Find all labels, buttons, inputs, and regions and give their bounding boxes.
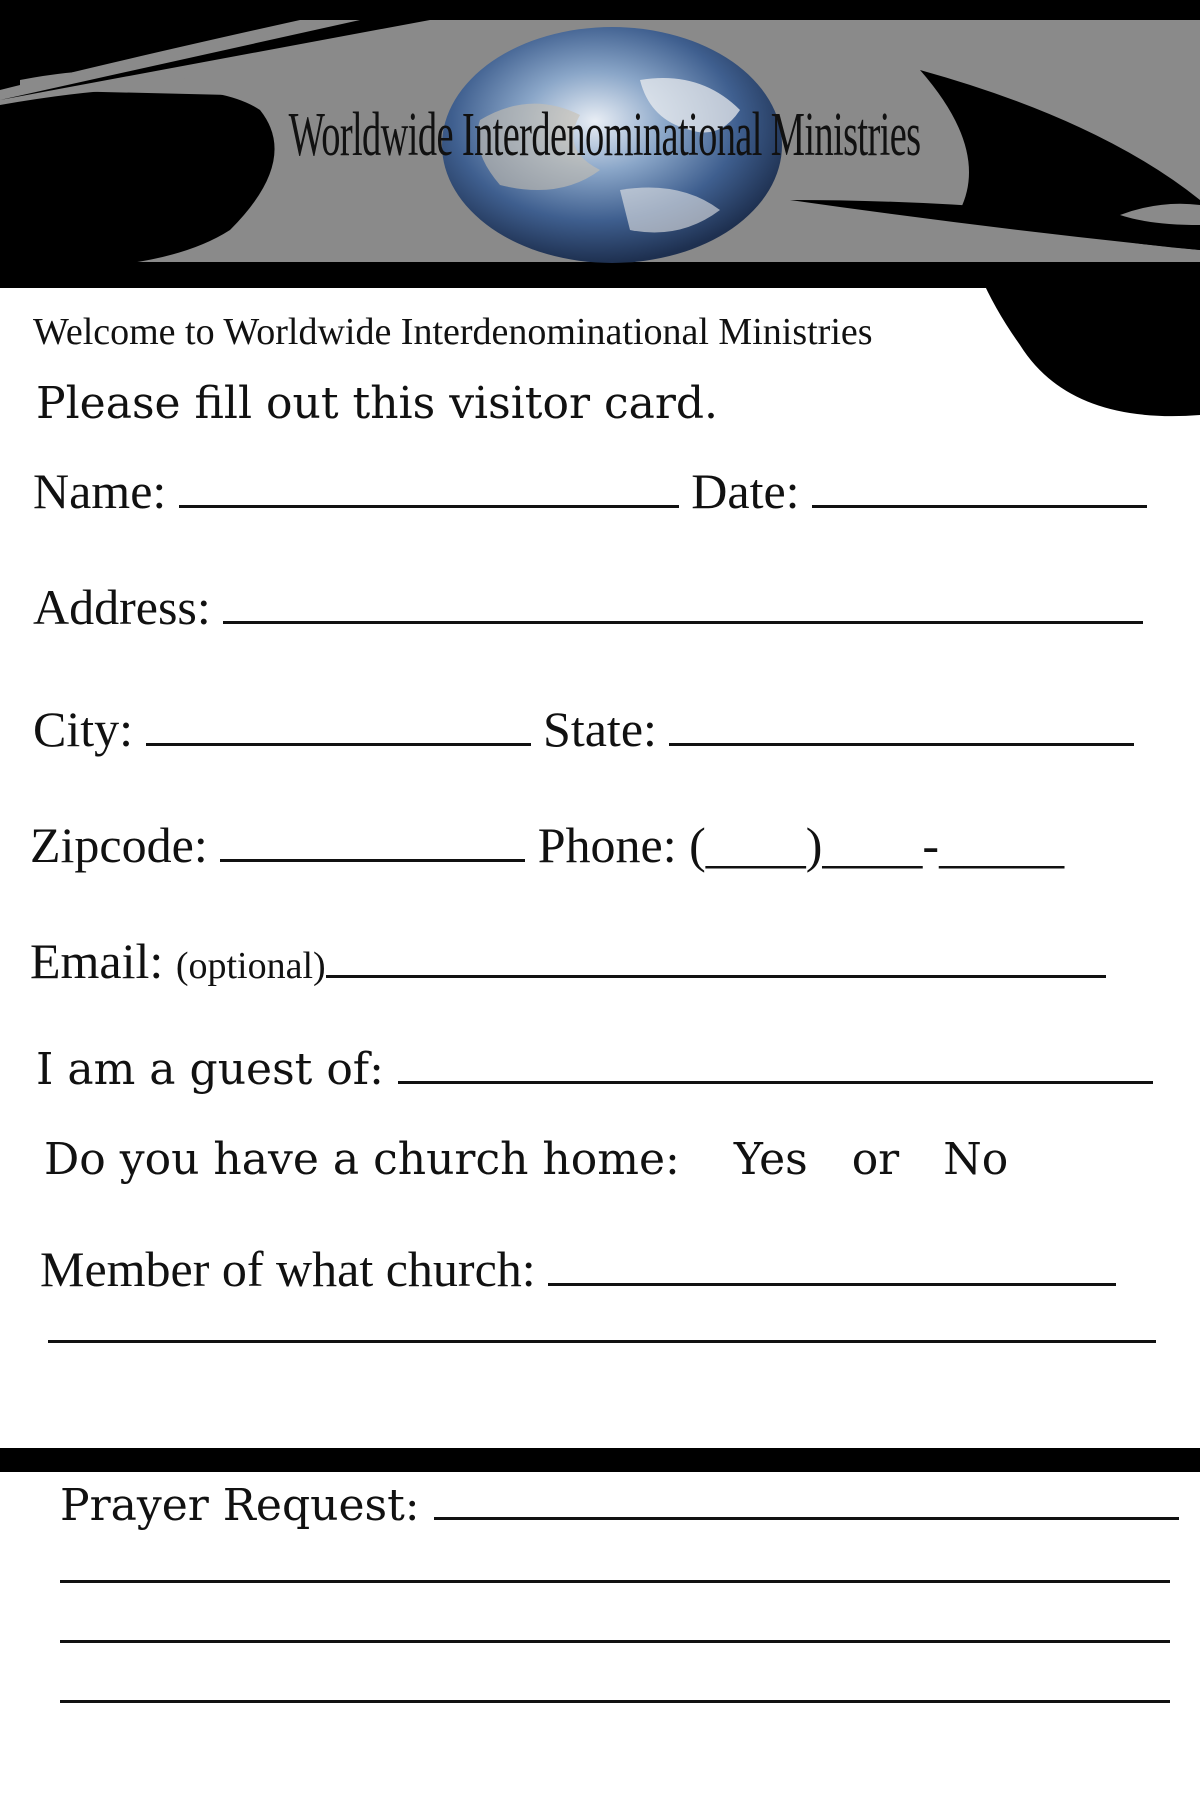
guest-label: I am a guest of: <box>36 1044 384 1095</box>
email-label: Email: <box>30 933 164 989</box>
address-label: Address: <box>33 579 211 635</box>
org-title: Worldwide Interdenominational Ministries <box>288 101 921 169</box>
city-label: City: <box>33 701 134 757</box>
prayer-row <box>60 1480 1179 1531</box>
email-blank[interactable] <box>326 967 1106 978</box>
email-row <box>30 932 1106 990</box>
address-blank[interactable] <box>223 613 1143 624</box>
prayer-blank[interactable] <box>434 1509 1179 1520</box>
welcome-text: Welcome to Worldwide Interdenominational Ministries <box>33 311 873 353</box>
zipcode-label: Zipcode: <box>30 817 208 873</box>
church-home-row <box>44 1134 1008 1185</box>
date-label: Date: <box>691 463 800 519</box>
email-optional-note: (optional) <box>175 945 326 987</box>
name-row <box>33 462 1147 520</box>
prayer-blank-3[interactable] <box>60 1640 1170 1643</box>
prayer-label: Prayer Request: <box>60 1480 420 1531</box>
guest-blank[interactable] <box>398 1073 1153 1084</box>
state-blank[interactable] <box>669 735 1134 746</box>
zipcode-blank[interactable] <box>220 851 525 862</box>
member-label: Member of what church: <box>40 1241 536 1297</box>
member-blank-2[interactable] <box>48 1340 1156 1343</box>
name-blank[interactable] <box>179 497 679 508</box>
state-label: State: <box>543 701 657 757</box>
address-row <box>33 578 1143 636</box>
prayer-blank-4[interactable] <box>60 1700 1170 1703</box>
church-home-question: Do you have a church home: <box>44 1134 680 1185</box>
date-blank[interactable] <box>812 497 1147 508</box>
zipcode-row <box>30 816 1064 874</box>
member-row <box>40 1240 1116 1298</box>
yes-option[interactable]: Yes <box>733 1134 808 1185</box>
city-blank[interactable] <box>146 735 531 746</box>
city-row <box>33 700 1134 758</box>
or-text: or <box>851 1134 900 1185</box>
phone-format[interactable]: (____)____-_____ <box>689 817 1065 873</box>
instruction-text: Please fill out this visitor card. <box>36 378 719 429</box>
name-label: Name: <box>33 463 167 519</box>
section-divider <box>0 1448 1200 1472</box>
member-blank[interactable] <box>548 1275 1116 1286</box>
no-option[interactable]: No <box>943 1134 1009 1185</box>
prayer-blank-2[interactable] <box>60 1580 1170 1583</box>
phone-label: Phone: <box>537 817 677 873</box>
corner-swoosh <box>980 275 1200 425</box>
header-banner <box>0 0 1200 290</box>
guest-row <box>36 1044 1153 1095</box>
